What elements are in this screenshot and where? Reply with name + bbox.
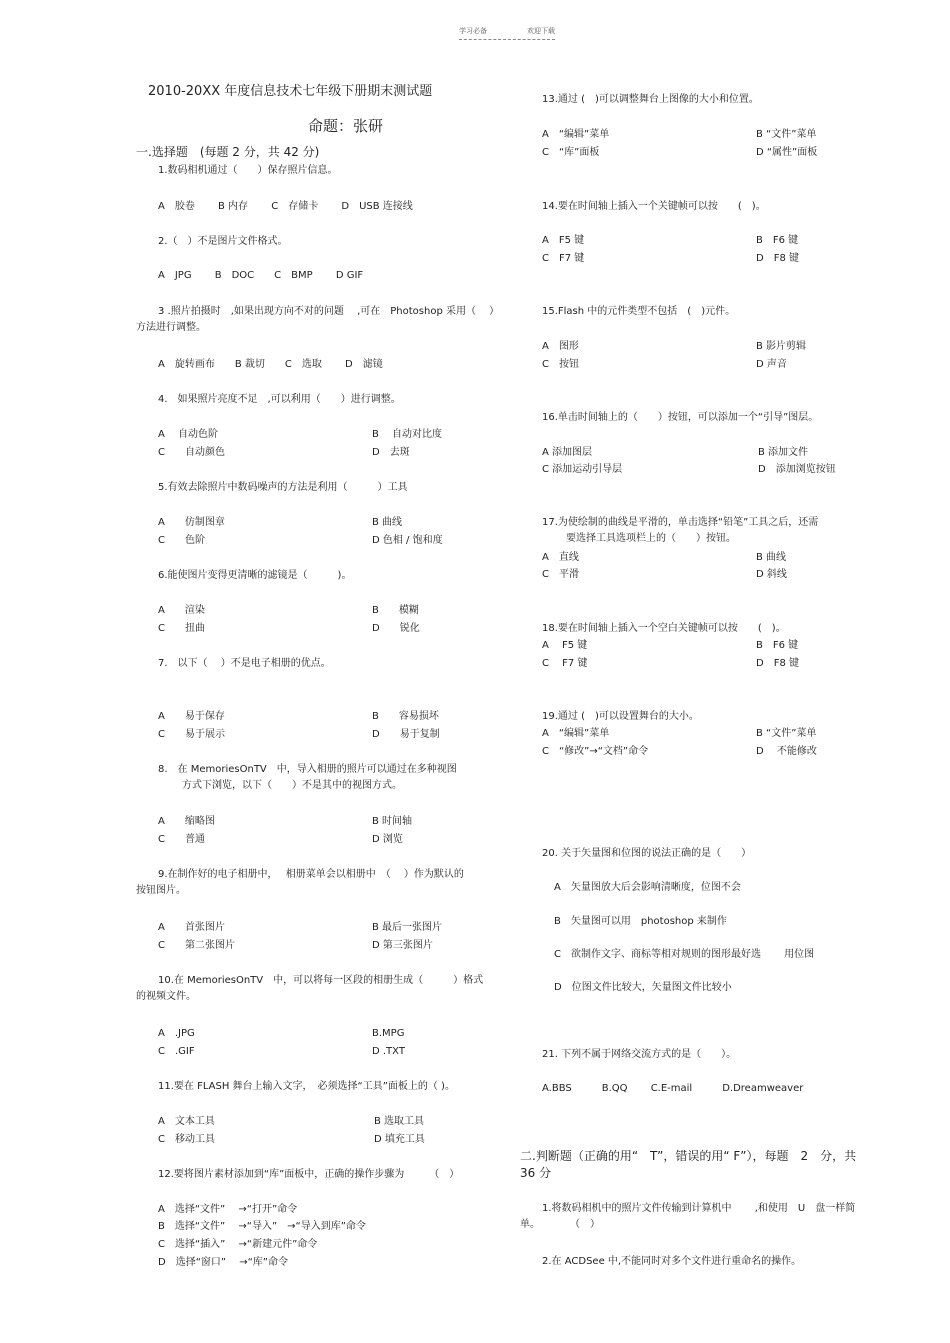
question-line: A 易于保存 — [158, 711, 225, 722]
question-line: C F7 键 — [542, 658, 588, 669]
question-line: 12.要将图片素材添加到“库”面板中，正确的操作步骤为 （ ） — [158, 1169, 460, 1180]
question-line: 10.在 MemoriesOnTV 中，可以将每一区段的相册生成（ ）格式 — [158, 975, 484, 986]
question-line: 13.通过 ( )可以调整舞台上图像的大小和位置。 — [542, 94, 759, 105]
question-line: D 声音 — [756, 359, 787, 370]
question-line: 7. 以下（ ）不是电子相册的优点。 — [158, 658, 331, 669]
question-line: A 首张图片 — [158, 922, 225, 933]
question-line: B 时间轴 — [372, 816, 413, 827]
exam-author: 命题：张研 — [308, 117, 384, 135]
question-line: D 添加浏览按钮 — [758, 464, 836, 475]
question-line: D 锐化 — [372, 623, 420, 634]
question-line: 3 .照片拍摄时 ,如果出现方向不对的问题 ,可在 Photoshop 采用（ ） — [158, 306, 500, 317]
question-line: 2.（ ）不是图片文件格式。 — [158, 236, 288, 247]
question-line: 要选择工具选项栏上的（ ）按钮。 — [566, 533, 736, 544]
question-line: B F6 键 — [756, 640, 799, 651]
question-line: 按钮图片。 — [136, 885, 186, 896]
question-line: B 自动对比度 — [372, 429, 443, 440]
question-line: D 浏览 — [372, 834, 403, 845]
question-line: 20. 关于矢量图和位图的说法正确的是（ ） — [542, 848, 752, 859]
question-line: D 去斑 — [372, 447, 410, 458]
question-line: D F8 键 — [756, 253, 799, 264]
question-line: C 自动颜色 — [158, 447, 225, 458]
section-heading: 36 分 — [520, 1166, 552, 1180]
question-line: A F5 键 — [542, 640, 588, 651]
question-line: C 扭曲 — [158, 623, 205, 634]
question-line: 方式下浏览，以下（ ）不是其中的视图方式。 — [182, 780, 402, 791]
question-line: A 选择“文件” →“打开”命令 — [158, 1204, 298, 1215]
question-line: A F5 键 — [542, 235, 585, 246]
section-heading: 二.判断题（正确的用“ T”，错误的用“ F”），每题 2 分，共 — [520, 1149, 857, 1163]
question-line: 5.有效去除照片中数码噪声的方法是利用（ ）工具 — [158, 482, 408, 493]
question-line: B “文件”菜单 — [756, 728, 817, 739]
question-line: 8. 在 MemoriesOnTV 中，导入相册的照片可以通过在多种视图 — [158, 764, 457, 775]
question-line: 1.将数码相机中的照片文件传输到计算机中 ,和使用 U 盘一样简 — [542, 1203, 856, 1214]
question-line: D 不能修改 — [756, 746, 817, 757]
question-line: A 渲染 — [158, 605, 205, 616]
question-line: A “编辑”菜单 — [542, 728, 610, 739]
question-line: C 普通 — [158, 834, 205, 845]
question-line: B 选取工具 — [374, 1116, 425, 1127]
question-line: C “修改”→“文档”命令 — [542, 746, 649, 757]
question-line: B 影片剪辑 — [756, 341, 807, 352]
question-line: 单。 （ ） — [520, 1219, 600, 1230]
question-line: A.BBS B.QQ C.E-mail D.Dreamweaver — [542, 1083, 804, 1094]
question-line: D 填充工具 — [374, 1134, 425, 1145]
question-line: 17.为使绘制的曲线是平滑的，单击选择“铅笔”工具之后，还需 — [542, 517, 819, 528]
question-line: C 平滑 — [542, 569, 579, 580]
question-line: B 最后一张图片 — [372, 922, 443, 933]
question-line: 18.要在时间轴上插入一个空白关键帧可以按 ( )。 — [542, 623, 786, 634]
question-line: A .JPG — [158, 1028, 195, 1039]
question-line: 16.单击时间轴上的（ ）按钮，可以添加一个“引导”图层。 — [542, 412, 819, 423]
question-line: C 选择“插入” →“新建元件”命令 — [158, 1239, 318, 1250]
question-line: 19.通过 ( )可以设置舞台的大小。 — [542, 711, 699, 722]
page-header — [459, 26, 555, 40]
question-line: D 第三张图片 — [372, 940, 433, 951]
question-line: D F8 键 — [756, 658, 799, 669]
question-line: A 缩略图 — [158, 816, 215, 827]
question-line: 15.Flash 中的元件类型不包括 ( )元件。 — [542, 306, 736, 317]
question-line: 2.在 ACDSee 中,不能同时对多个文件进行重命名的操作。 — [542, 1256, 802, 1267]
question-line: B F6 键 — [756, 235, 799, 246]
question-line: A 仿制图章 — [158, 517, 225, 528]
question-line: C F7 键 — [542, 253, 585, 264]
section-heading: 一.选择题 (每题 2 分，共 42 分) — [136, 145, 320, 159]
question-line: C .GIF — [158, 1046, 195, 1057]
question-line: C 添加运动引导层 — [542, 464, 623, 475]
question-line: B 曲线 — [756, 552, 787, 563]
question-line: C “库”面板 — [542, 147, 600, 158]
question-line: A “编辑”菜单 — [542, 129, 610, 140]
question-line: 1.数码相机通过（ ）保存照片信息。 — [158, 165, 338, 176]
question-line: D 斜线 — [756, 569, 787, 580]
question-line: D 易于复制 — [372, 729, 440, 740]
question-line: A 文本工具 — [158, 1116, 215, 1127]
question-line: D 位图文件比较大，矢量图文件比较小 — [554, 982, 732, 993]
question-line: B 添加文件 — [758, 447, 809, 458]
question-line: 4. 如果照片亮度不足 ,可以利用（ ）进行调整。 — [158, 394, 401, 405]
question-line: B 容易损坏 — [372, 711, 439, 722]
question-line: C 色阶 — [158, 535, 205, 546]
question-line: A 自动色阶 — [158, 429, 219, 440]
question-line: D “属性”面板 — [756, 147, 818, 158]
question-line: 21. 下列不属于网络交流方式的是（ ）。 — [542, 1049, 737, 1060]
question-line: A 直线 — [542, 552, 579, 563]
question-line: D 色相 / 饱和度 — [372, 535, 443, 546]
question-line: C 易于展示 — [158, 729, 225, 740]
question-line: 的视频文件。 — [136, 991, 196, 1002]
question-line: D 选择“窗口” →“库”命令 — [158, 1257, 288, 1268]
question-line: 6.能使图片变得更清晰的滤镜是（ )。 — [158, 570, 352, 581]
question-line: B 选择“文件” →“导入” →“导入到库”命令 — [158, 1221, 366, 1232]
question-line: A JPG B DOC C BMP D GIF — [158, 270, 364, 281]
question-line: B.MPG — [372, 1028, 405, 1039]
question-line: B 模糊 — [372, 605, 419, 616]
question-line: 9.在制作好的电子相册中， 相册菜单会以相册中 （ ）作为默认的 — [158, 869, 464, 880]
question-line: B “文件”菜单 — [756, 129, 817, 140]
question-line: A 旋转画布 B 裁切 C 选取 D 滤镜 — [158, 359, 383, 370]
exam-title: 2010-20XX 年度信息技术七年级下册期末测试题 — [148, 84, 433, 99]
question-line: 14.要在时间轴上插入一个关键帧可以按 ( )。 — [542, 201, 766, 212]
question-line: 11.要在 FLASH 舞台上输入文字， 必须选择“工具”面板上的（ )。 — [158, 1081, 455, 1092]
question-line: A 图形 — [542, 341, 579, 352]
question-line: 方法进行调整。 — [136, 322, 206, 333]
question-line: C 欲制作文字、商标等相对规则的图形最好选 用位图 — [554, 949, 815, 960]
question-line: A 矢量图放大后会影响清晰度，位图不会 — [554, 882, 741, 893]
question-line: A 胶卷 B 内存 C 存储卡 D USB 连接线 — [158, 201, 413, 212]
question-line: C 第二张图片 — [158, 940, 235, 951]
question-line: B 矢量图可以用 photoshop 来制作 — [554, 916, 727, 927]
question-line: B 曲线 — [372, 517, 403, 528]
question-line: C 移动工具 — [158, 1134, 215, 1145]
header-right: 欢迎下载 — [527, 27, 555, 35]
question-line: C 按钮 — [542, 359, 579, 370]
question-line: A 添加图层 — [542, 447, 593, 458]
question-line: D .TXT — [372, 1046, 405, 1057]
header-left: 学习必备 — [459, 27, 487, 35]
